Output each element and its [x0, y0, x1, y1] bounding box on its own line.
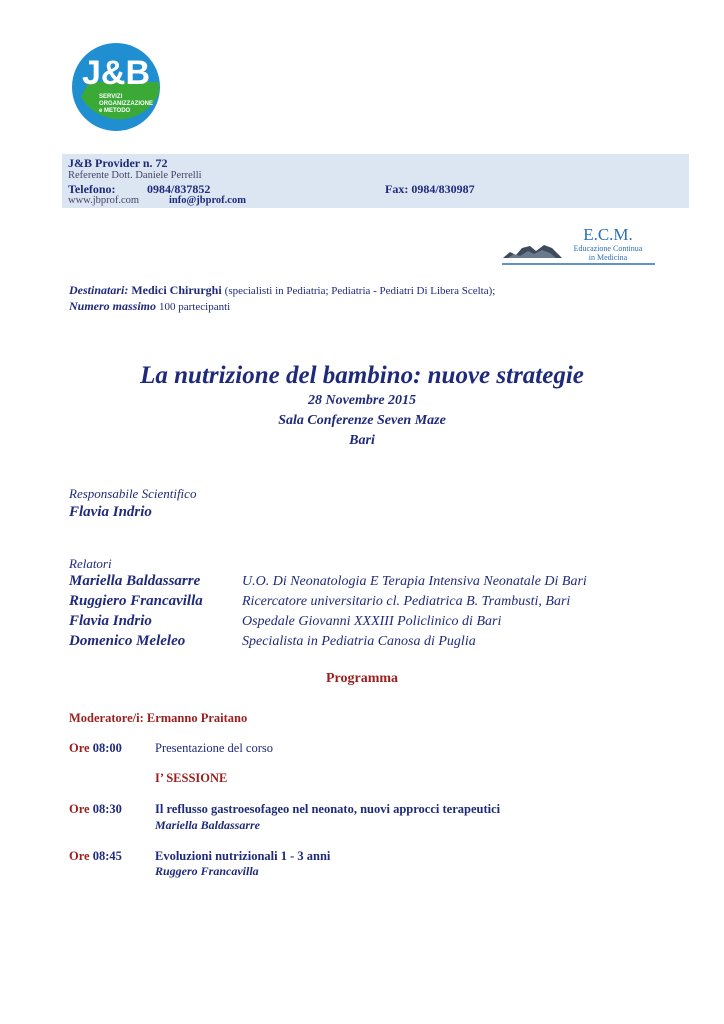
relatore-name: Domenico Meleleo [69, 633, 186, 649]
schedule-time [69, 802, 122, 817]
ecm-badge [500, 224, 656, 266]
jb-logo-graphic [71, 42, 161, 132]
schedule-speaker: Ruggero Francavilla [155, 864, 259, 878]
moderator-label: Moderatore/i: [69, 711, 144, 725]
session-label: I’ SESSIONE [155, 771, 228, 785]
time-prefix: Ore [69, 802, 90, 816]
relatore-role: Ospedale Giovanni XXXIII Policlinico di Bari [242, 614, 502, 629]
schedule-time [69, 741, 122, 756]
schedule-title: Il reflusso gastroesofageo nel neonato, nuovi approcci terapeutici [155, 802, 501, 816]
audience-label: Destinatari: [69, 283, 129, 297]
ecm-title: E.C.M. [583, 225, 633, 244]
audience-detail: (specialisti in Pediatria; Pediatria - Pediatri Di Libera Scelta); [224, 285, 496, 297]
logo-tagline-3: e METODO [99, 108, 131, 114]
provider-referente: Referente Dott. Daniele Perrelli [68, 170, 202, 181]
relatore-role: Ricercatore universitario cl. Pediatrica B. Trambusti, Bari [242, 594, 571, 609]
jb-logo [71, 42, 161, 132]
audience-line [69, 283, 495, 298]
time-value: 08:00 [92, 741, 122, 755]
max-participants-label: Numero massimo [69, 299, 157, 313]
moderator-line [69, 711, 247, 726]
relatore-role: U.O. Di Neonatologia E Terapia Intensiva Neonatale Di Bari [242, 574, 587, 589]
phone-value: 0984/837852 [147, 182, 211, 196]
schedule-title: Presentazione del corso [155, 741, 274, 755]
schedule-speaker: Mariella Baldassarre [155, 818, 261, 832]
ecm-subtitle-2: in Medicina [588, 253, 628, 262]
event-venue: Sala Conferenze Seven Maze [278, 413, 446, 428]
event-city: Bari [349, 433, 375, 448]
schedule-title: Evoluzioni nutrizionali 1 - 3 anni [155, 849, 331, 863]
responsabile-name: Flavia Indrio [69, 504, 152, 520]
programma-title: Programma [325, 671, 399, 686]
audience-value: Medici Chirurghi [131, 283, 222, 297]
provider-info-band [62, 154, 689, 208]
relatore-name: Flavia Indrio [69, 613, 152, 629]
schedule-time [69, 849, 122, 864]
phone-label: Telefono: [68, 182, 116, 196]
logo-tagline-2: ORGANIZZAZIONE [99, 101, 153, 107]
relatore-name: Ruggiero Francavilla [69, 593, 203, 609]
website-link[interactable]: www.jbprof.com [68, 195, 140, 206]
fax-value: Fax: 0984/830987 [385, 182, 475, 196]
event-date: 28 Novembre 2015 [307, 393, 417, 408]
responsabile-label: Responsabile Scientifico [69, 486, 197, 501]
relatore-name: Mariella Baldassarre [69, 573, 201, 589]
ecm-graphic [500, 224, 656, 266]
time-prefix: Ore [69, 849, 90, 863]
logo-letters: J&B [81, 54, 151, 92]
provider-number: J&B Provider n. 72 [68, 156, 168, 170]
max-participants-line [69, 299, 230, 314]
ecm-subtitle-1: Educazione Continua [573, 244, 643, 253]
time-value: 08:30 [92, 802, 122, 816]
moderator-name: Ermanno Praitano [146, 711, 248, 725]
relatori-label: Relatori [69, 556, 112, 571]
time-value: 08:45 [92, 849, 122, 863]
logo-tagline-1: SERVIZI [99, 94, 123, 100]
event-title: La nutrizione del bambino: nuove strategie [140, 362, 584, 389]
time-prefix: Ore [69, 741, 90, 755]
max-participants-value: 100 partecipanti [159, 301, 231, 313]
relatore-role: Specialista in Pediatria Canosa di Puglia [242, 634, 476, 649]
email-link[interactable]: info@jbprof.com [169, 195, 246, 206]
